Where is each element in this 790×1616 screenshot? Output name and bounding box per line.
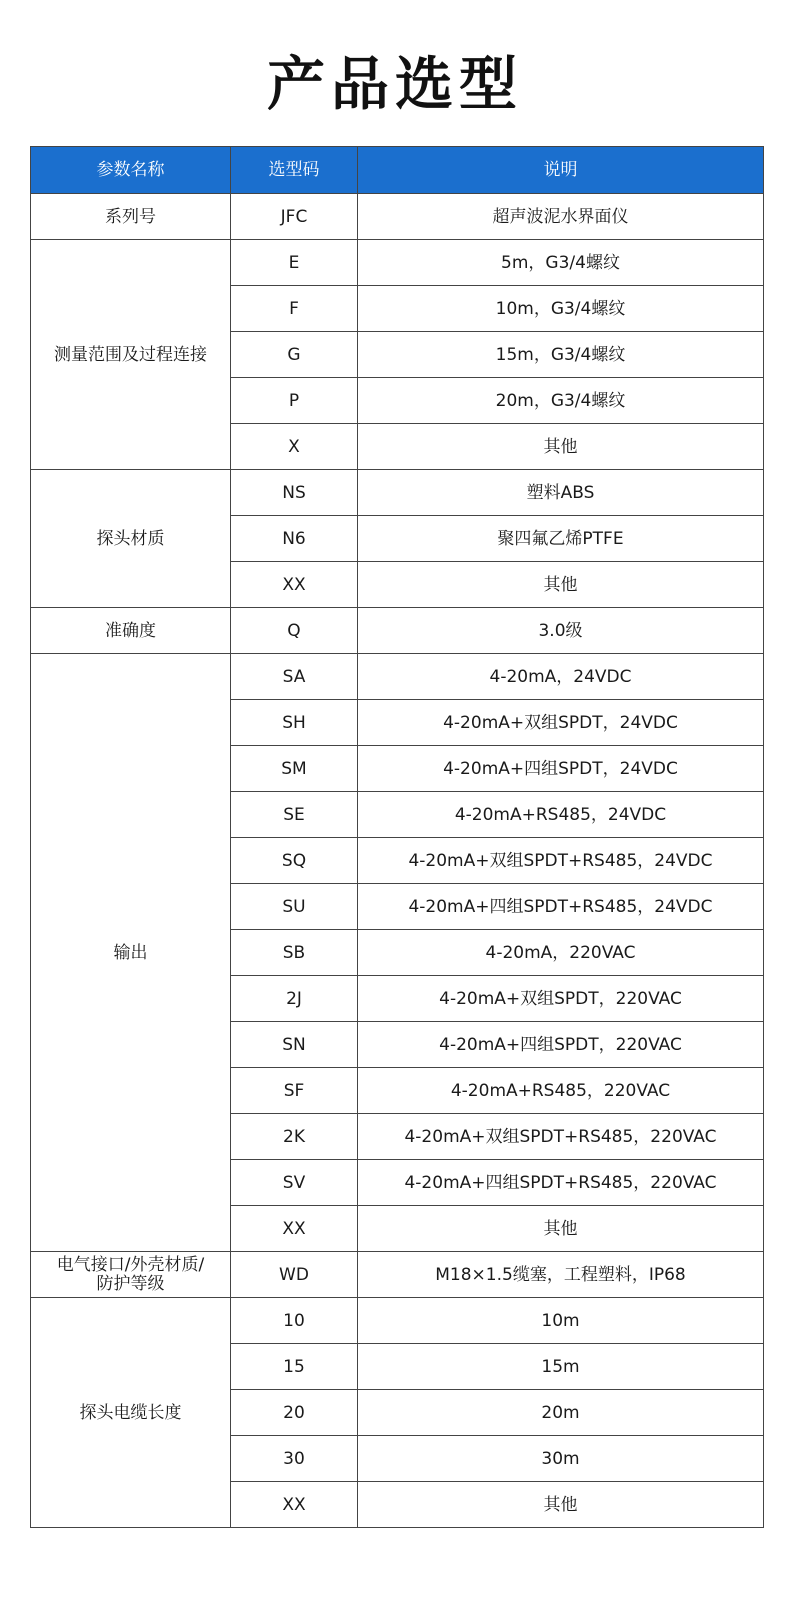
param-name-cell [31, 1252, 231, 1298]
header-param-name: 参数名称 [31, 147, 231, 194]
selection-code: G [231, 332, 358, 378]
selection-code: JFC [231, 194, 358, 240]
selection-code: XX [231, 562, 358, 608]
param-name-cell [31, 240, 231, 470]
table-row [31, 470, 764, 516]
selection-code: P [231, 378, 358, 424]
selection-code: N6 [231, 516, 358, 562]
description: 其他 [358, 1482, 764, 1528]
selection-code: 10 [231, 1298, 358, 1344]
selection-code: E [231, 240, 358, 286]
selection-code: SQ [231, 838, 358, 884]
selection-code: Q [231, 608, 358, 654]
description: 其他 [358, 1206, 764, 1252]
table-body [31, 194, 764, 1528]
description: 20m，G3/4螺纹 [358, 378, 764, 424]
table-row [31, 240, 764, 286]
description: 10m，G3/4螺纹 [358, 286, 764, 332]
description: 塑料ABS [358, 470, 764, 516]
description: 4-20mA+双组SPDT+RS485，24VDC [358, 838, 764, 884]
table-row [31, 1298, 764, 1344]
selection-code: SB [231, 930, 358, 976]
description: 15m，G3/4螺纹 [358, 332, 764, 378]
selection-code: NS [231, 470, 358, 516]
param-name: 电气接口/外壳材质/防护等级 [56, 1254, 205, 1294]
description: 4-20mA+四组SPDT，24VDC [358, 746, 764, 792]
selection-code: 30 [231, 1436, 358, 1482]
selection-code: 15 [231, 1344, 358, 1390]
description: 4-20mA+双组SPDT，220VAC [358, 976, 764, 1022]
description: 聚四氟乙烯PTFE [358, 516, 764, 562]
table-row [31, 654, 764, 700]
param-name: 输出 [113, 942, 148, 963]
selection-code: SM [231, 746, 358, 792]
param-name-cell [31, 608, 231, 654]
description: 4-20mA+RS485，24VDC [358, 792, 764, 838]
description: 超声波泥水界面仪 [358, 194, 764, 240]
description: 4-20mA，220VAC [358, 930, 764, 976]
description: 4-20mA+四组SPDT，220VAC [358, 1022, 764, 1068]
header-description: 说明 [358, 147, 764, 194]
description: 3.0级 [358, 608, 764, 654]
header-selection-code: 选型码 [231, 147, 358, 194]
description: 30m [358, 1436, 764, 1482]
description: 20m [358, 1390, 764, 1436]
selection-code: SA [231, 654, 358, 700]
selection-code: 2K [231, 1114, 358, 1160]
description: 其他 [358, 424, 764, 470]
description: 4-20mA+四组SPDT+RS485，24VDC [358, 884, 764, 930]
description: 4-20mA+双组SPDT+RS485，220VAC [358, 1114, 764, 1160]
selection-code: F [231, 286, 358, 332]
description: 4-20mA+四组SPDT+RS485，220VAC [358, 1160, 764, 1206]
description: M18×1.5缆塞，工程塑料，IP68 [358, 1252, 764, 1298]
param-name-cell [31, 470, 231, 608]
selection-table [30, 146, 764, 1528]
description: 15m [358, 1344, 764, 1390]
table-row [31, 1252, 764, 1298]
selection-code: SE [231, 792, 358, 838]
description: 4-20mA+RS485，220VAC [358, 1068, 764, 1114]
selection-code: X [231, 424, 358, 470]
description: 4-20mA+双组SPDT，24VDC [358, 700, 764, 746]
table-header-row [31, 147, 764, 194]
selection-code: WD [231, 1252, 358, 1298]
selection-code: SN [231, 1022, 358, 1068]
page-title: 产品选型 [266, 50, 523, 118]
table-row [31, 608, 764, 654]
description: 10m [358, 1298, 764, 1344]
description: 其他 [358, 562, 764, 608]
selection-code: SF [231, 1068, 358, 1114]
param-name: 系列号 [105, 206, 156, 227]
selection-code: XX [231, 1482, 358, 1528]
selection-code: 2J [231, 976, 358, 1022]
selection-code: XX [231, 1206, 358, 1252]
description: 5m，G3/4螺纹 [358, 240, 764, 286]
table-row [31, 194, 764, 240]
param-name-cell [31, 654, 231, 1252]
param-name: 探头电缆长度 [79, 1402, 182, 1423]
selection-code: SU [231, 884, 358, 930]
param-name: 准确度 [105, 620, 156, 641]
param-name: 探头材质 [96, 528, 165, 549]
param-name-cell [31, 1298, 231, 1528]
selection-code: SH [231, 700, 358, 746]
selection-code: 20 [231, 1390, 358, 1436]
param-name: 测量范围及过程连接 [54, 344, 207, 365]
param-name-cell [31, 194, 231, 240]
selection-code: SV [231, 1160, 358, 1206]
description: 4-20mA，24VDC [358, 654, 764, 700]
